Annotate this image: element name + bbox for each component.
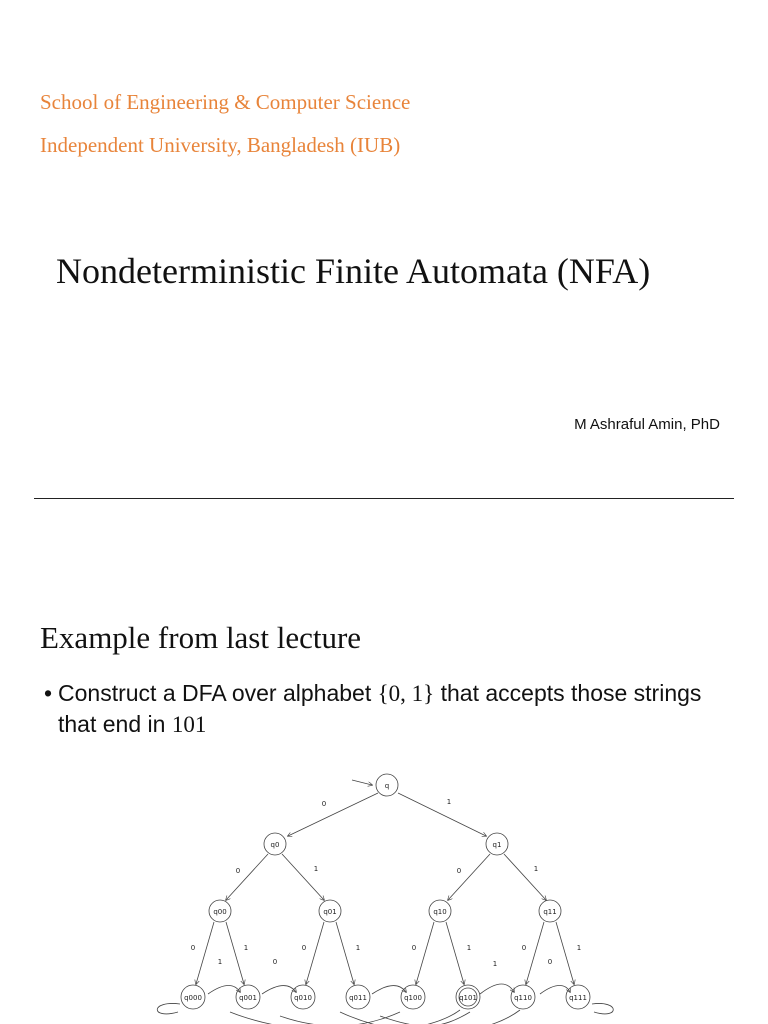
sym-q000-q001: 1 — [217, 958, 223, 966]
sym-q-q1: 1 — [446, 798, 452, 806]
sym-q11-q110: 0 — [521, 944, 527, 952]
edge-q11-q111 — [556, 922, 574, 984]
edge-q01-q011 — [336, 922, 354, 984]
bullet-alphabet: {0, 1} — [377, 681, 435, 706]
label-q011: q011 — [349, 994, 367, 1002]
university-name: Independent University, Bangladesh (IUB) — [40, 133, 401, 157]
sym-q01-q011: 1 — [355, 944, 361, 952]
loop-q111 — [592, 1003, 613, 1013]
label-q: q — [384, 782, 390, 790]
sym-q01-q010: 0 — [301, 944, 307, 952]
slide-title: Nondeterministic Finite Automata (NFA) — [56, 251, 651, 291]
label-q100: q100 — [404, 994, 422, 1002]
edge-bottom-1 — [230, 1010, 460, 1024]
sym-q00-q000: 0 — [190, 944, 196, 952]
edge-bottom-2 — [340, 1010, 520, 1024]
school-name: School of Engineering & Computer Science — [40, 90, 411, 114]
label-q110: q110 — [514, 994, 532, 1002]
label-q11: q11 — [543, 908, 557, 916]
bullet-text-1: Construct a DFA over alphabet — [58, 680, 378, 706]
loop-q000 — [157, 1003, 180, 1013]
edge-q00-q001 — [226, 922, 244, 984]
label-q010: q010 — [294, 994, 312, 1002]
edge-q01-q010 — [306, 922, 324, 984]
label-q10: q10 — [433, 908, 447, 916]
sym-q001-q010: 0 — [272, 958, 278, 966]
sym-q1-q11: 1 — [533, 865, 539, 873]
sym-q101-q110: 1 — [492, 960, 498, 968]
bullet-dot-icon: • — [44, 680, 53, 706]
sym-q10-q101: 1 — [466, 944, 472, 952]
sym-q11-q111: 1 — [576, 944, 582, 952]
edge-q110-q111 — [540, 986, 570, 995]
edge-q0-q00 — [226, 854, 268, 900]
label-q101: q101 — [459, 994, 477, 1002]
edge-q10-q101 — [446, 922, 464, 984]
edge-q10-q100 — [416, 922, 434, 984]
bullet-suffix: 101 — [171, 712, 207, 737]
sym-q-q0: 0 — [321, 800, 327, 808]
sym-q1-q10: 0 — [456, 867, 462, 875]
sym-q0-q01: 1 — [313, 865, 319, 873]
edge-q011-q100 — [372, 986, 406, 995]
edge-q-q1 — [398, 793, 486, 836]
edge-bottom-4 — [380, 1012, 470, 1024]
edge-q-q0 — [288, 793, 378, 836]
edge-q1-q11 — [504, 854, 546, 900]
edge-q1-q10 — [448, 854, 490, 900]
edge-q001-q010 — [262, 986, 296, 995]
sym-q110-q111: 0 — [547, 958, 553, 966]
label-q1: q1 — [492, 841, 502, 849]
sym-q0-q00: 0 — [235, 867, 241, 875]
edge-q000-q001 — [208, 986, 240, 995]
label-q01: q01 — [323, 908, 337, 916]
slide-title-2: Example from last lecture — [40, 620, 362, 655]
sym-q00-q001: 1 — [243, 944, 249, 952]
bullet-text-2: that accepts those strings that end in — [58, 680, 702, 737]
edge-q11-q110 — [526, 922, 544, 984]
edge-q101-q110 — [480, 984, 514, 994]
sym-q10-q100: 0 — [411, 944, 417, 952]
label-q00: q00 — [213, 908, 227, 916]
label-q001: q001 — [239, 994, 257, 1002]
label-q0: q0 — [270, 841, 280, 849]
author-name: M Ashraful Amin, PhD — [574, 416, 720, 433]
edge-q00-q000 — [196, 922, 214, 984]
label-q000: q000 — [184, 994, 202, 1002]
start-arrow — [352, 780, 372, 785]
edge-bottom-3 — [280, 1012, 400, 1024]
label-q111: q111 — [569, 994, 587, 1002]
edge-q0-q01 — [282, 854, 324, 900]
